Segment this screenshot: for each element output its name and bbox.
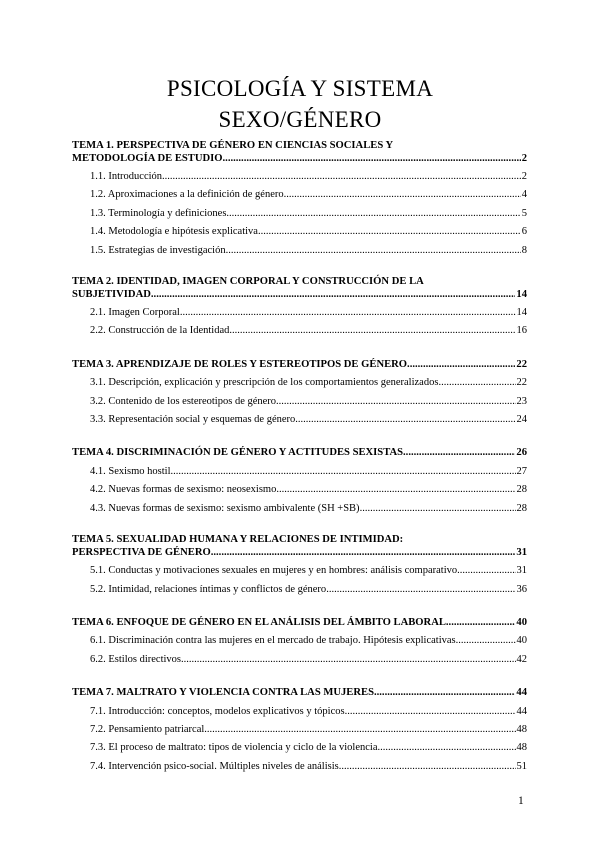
toc-entry[interactable] (72, 651, 527, 669)
toc-entry-page: 51 (516, 760, 527, 772)
dot-leader (229, 322, 515, 340)
toc-entry[interactable] (72, 411, 527, 429)
toc-entry-page: 28 (516, 502, 527, 514)
toc-entry-label: 3.3. Representación social y esquemas de género (90, 414, 296, 426)
toc-entry-label: 7.4. Intervención psico-social. Múltiples niveles de análisis (90, 760, 339, 772)
toc-chapter-page: 40 (516, 616, 527, 628)
toc-chapter-title: TEMA 6. ENFOQUE DE GÉNERO EN EL ANÁLISIS DEL ÁMBITO LABORAL (72, 616, 446, 628)
dot-leader (339, 758, 516, 776)
toc-entry[interactable] (72, 205, 527, 223)
table-of-contents (72, 139, 527, 776)
toc-entry-label: 4.1. Sexismo hostil (90, 465, 171, 477)
toc-chapter-heading[interactable] (72, 684, 527, 702)
dot-leader (226, 205, 520, 223)
toc-chapter-heading[interactable] (72, 288, 527, 301)
toc-entry-page: 16 (516, 325, 527, 337)
dot-leader (456, 632, 516, 650)
dot-leader (151, 288, 516, 301)
toc-chapter-title: TEMA 7. MALTRATO Y VIOLENCIA CONTRA LAS MUJERES (72, 687, 374, 699)
toc-entry[interactable] (72, 703, 527, 721)
dot-leader (276, 393, 515, 411)
toc-entry-label: 1.1. Introducción (90, 171, 163, 182)
dot-leader (223, 152, 521, 165)
toc-entry-label: 7.3. El proceso de maltrato: tipos de violencia y ciclo de la violencia (90, 742, 378, 754)
dot-leader (403, 444, 515, 462)
toc-entry-page: 42 (516, 653, 527, 665)
toc-chapter-3 (72, 356, 527, 430)
toc-entry[interactable] (72, 500, 527, 518)
toc-entry[interactable] (72, 374, 527, 392)
toc-entry-label: 5.1. Conductas y motivaciones sexuales en mujeres y en hombres: análisis comparativo (90, 565, 458, 577)
toc-chapter-title: TEMA 4. DISCRIMINACIÓN DE GÉNERO Y ACTITUDES SEXISTAS (72, 447, 404, 459)
toc-entry-page: 27 (516, 465, 527, 477)
toc-entry-page: 31 (516, 565, 527, 577)
toc-entry[interactable] (72, 463, 527, 481)
toc-chapter-page: 31 (516, 547, 527, 559)
toc-entry-label: 3.1. Descripción, explicación y prescripción de los comportamientos generalizados (90, 377, 439, 389)
toc-entry-page: 40 (516, 635, 527, 647)
page-number: 1 (518, 795, 524, 807)
toc-entry-page: 6 (521, 226, 527, 238)
dot-leader (457, 562, 515, 580)
dot-leader (258, 223, 521, 241)
dot-leader (374, 684, 515, 702)
dot-leader (211, 546, 516, 559)
dot-leader (162, 168, 521, 186)
toc-entry-label: 4.2. Nuevas formas de sexismo: neosexismo (90, 484, 277, 496)
toc-chapter-title: TEMA 3. APRENDIZAJE DE ROLES Y ESTEREOTIPOS DE GÉNERO (72, 358, 408, 370)
toc-entry-page: 24 (516, 414, 527, 426)
toc-entry-label: 2.2. Construcción de la Identidad (90, 325, 230, 337)
toc-chapter-heading[interactable] (72, 356, 527, 374)
toc-chapter-title: METODOLOGÍA DE ESTUDIO (72, 153, 223, 164)
dot-leader (446, 614, 516, 632)
toc-entry[interactable] (72, 223, 527, 241)
toc-entry-label: 1.3. Terminología y definiciones (90, 207, 227, 219)
dot-leader (378, 739, 516, 757)
dot-leader (181, 651, 516, 669)
toc-entry[interactable] (72, 304, 527, 322)
toc-entry[interactable] (72, 393, 527, 411)
dot-leader (360, 500, 516, 518)
toc-entry-label: 1.5. Estrategias de investigación (90, 244, 226, 256)
toc-entry[interactable] (72, 562, 527, 580)
toc-entry-page: 22 (516, 377, 527, 389)
toc-entry-label: 7.2. Pensamiento patriarcal (90, 723, 205, 735)
toc-entry[interactable] (72, 322, 527, 340)
toc-entry-label: 6.2. Estilos directivos (90, 653, 181, 665)
dot-leader (326, 581, 515, 599)
toc-entry-label: 2.1. Imagen Corporal (90, 307, 180, 319)
toc-entry-label: 7.1. Introducción: conceptos, modelos explicativos y tópicos (90, 705, 345, 717)
toc-entry-page: 48 (516, 742, 527, 754)
toc-chapter-6 (72, 614, 527, 669)
toc-entry-label: 4.3. Nuevas formas de sexismo: sexismo ambivalente (SH +SB) (90, 502, 360, 514)
toc-chapter-5 (72, 533, 527, 599)
dot-leader (226, 242, 521, 260)
toc-entry-page: 23 (516, 395, 527, 407)
toc-chapter-7 (72, 684, 527, 776)
toc-entry-label: 3.2. Contenido de los estereotipos de género (90, 395, 277, 407)
toc-chapter-4 (72, 444, 527, 518)
toc-entry-page: 8 (521, 244, 527, 256)
dot-leader (295, 411, 515, 429)
dot-leader (284, 186, 521, 204)
toc-entry[interactable] (72, 581, 527, 599)
toc-chapter-heading-line1[interactable]: TEMA 1. PERSPECTIVA DE GÉNERO EN CIENCIAS SOCIALES Y (72, 140, 394, 151)
toc-entry[interactable] (72, 168, 527, 186)
toc-entry[interactable] (72, 739, 527, 757)
toc-chapter-page: 44 (516, 687, 527, 699)
toc-entry[interactable] (72, 632, 527, 650)
toc-chapter-page: 22 (516, 358, 527, 370)
toc-chapter-heading-line1[interactable]: TEMA 5. SEXUALIDAD HUMANA Y RELACIONES DE INTIMIDAD: (72, 534, 404, 546)
toc-entry[interactable] (72, 242, 527, 260)
toc-chapter-heading[interactable] (72, 546, 527, 559)
dot-leader (171, 463, 516, 481)
toc-entry[interactable] (72, 721, 527, 739)
dot-leader (345, 703, 516, 721)
toc-entry[interactable] (72, 186, 527, 204)
toc-chapter-heading-line1[interactable]: TEMA 2. IDENTIDAD, IMAGEN CORPORAL Y CONSTRUCCIÓN DE LA (72, 276, 424, 288)
toc-chapter-page: 26 (516, 447, 527, 459)
toc-entry-label: 1.2. Aproximaciones a la definición de género (90, 189, 284, 201)
toc-entry-page: 4 (521, 189, 527, 201)
toc-chapter-heading[interactable] (72, 152, 527, 165)
dot-leader (276, 481, 515, 499)
toc-chapter-1 (72, 139, 527, 260)
dot-leader (204, 721, 515, 739)
toc-entry-label: 1.4. Metodología e hipótesis explicativa (90, 226, 258, 238)
dot-leader (407, 356, 515, 374)
toc-entry-label: 6.1. Discriminación contra las mujeres en el mercado de trabajo. Hipótesis explicativas (90, 635, 456, 647)
dot-leader (180, 304, 516, 322)
toc-chapter-page: 2 (521, 153, 527, 164)
toc-entry-page: 2 (521, 171, 527, 182)
toc-entry-page: 36 (516, 583, 527, 595)
toc-entry-page: 14 (516, 307, 527, 319)
document-title-line-1: PSICOLOGÍA Y SISTEMA (166, 76, 434, 101)
document-title-line-2: SEXO/GÉNERO (218, 107, 382, 132)
toc-entry[interactable] (72, 758, 527, 776)
toc-entry[interactable] (72, 481, 527, 499)
toc-chapter-page: 14 (516, 289, 527, 301)
dot-leader (438, 374, 515, 392)
toc-chapter-heading[interactable] (72, 614, 527, 632)
toc-entry-page: 48 (516, 723, 527, 735)
toc-chapter-title: PERSPECTIVA DE GÉNERO (72, 547, 211, 559)
toc-entry-page: 5 (521, 207, 527, 219)
toc-chapter-title: SUBJETIVIDAD (72, 289, 151, 301)
toc-chapter-heading[interactable] (72, 444, 527, 462)
toc-entry-page: 28 (516, 484, 527, 496)
toc-entry-label: 5.2. Intimidad, relaciones íntimas y conflictos de género (90, 583, 327, 595)
toc-entry-page: 44 (516, 705, 527, 717)
toc-chapter-2 (72, 275, 527, 341)
